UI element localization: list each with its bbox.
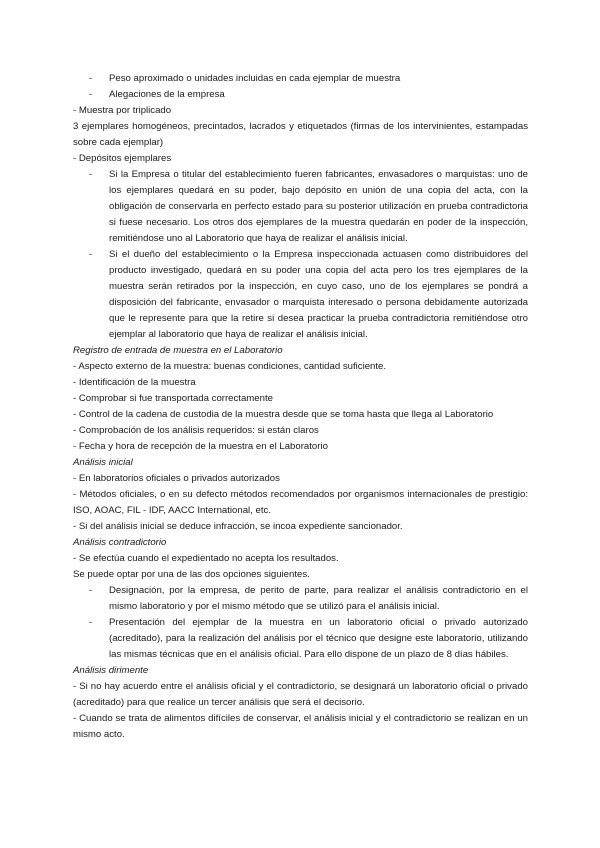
registro-item: - Comprobación de los análisis requeridos: si están claros [73, 425, 319, 436]
contradictorio-line: - Se efectúa cuando el expedientado no acepta los resultados. [73, 553, 339, 564]
list-item-text: Si la Empresa o titular del establecimiento fueren fabricantes, envasadores o marquistas: uno de los ejemplares quedará en su poder, bajo depósito en unión de una copia del acta, con la obligación de conservarla en perfecto estado para su posterior utilización en prueba contradictoria si fuese necesario. Los otros dos ejemplares de la muestra quedarán en poder de la inspección, remitiéndose uno al Laboratorio que haya de realizar el análisis inicial. [109, 169, 528, 244]
bullet-dash: - [89, 617, 93, 628]
list-item-text: Si el dueño del establecimiento o la Empresa inspeccionada actuasen como distribuidores del producto investigado, quedará en su poder una copia del acta pero los tres ejemplares de la muestra serán retirados por la inspección, en cuyo caso, uno de los ejemplares se pondrá a disposición del fabricante, envasador o marquista interesado o persona debidamente autorizada que le represente para que la retire si desea practicar la prueba contradictoria remitiéndose otro ejemplar al laboratorio que haya de realizar el análisis inicial. [109, 249, 528, 340]
depositos-heading: - Depósitos ejemplares [73, 153, 172, 164]
registro-item: - Comprobar si fue transportada correctamente [73, 393, 273, 404]
list-item-text: Peso aproximado o unidades incluidas en cada ejemplar de muestra [109, 73, 401, 84]
list-item [73, 71, 528, 87]
triplicado-text: 3 ejemplares homogéneos, precintados, lacrados y etiquetados (firmas de los intervinientes, estampadas sobre cada ejemplar) [73, 121, 528, 148]
contradictorio-heading: Análisis contradictorio [73, 537, 167, 548]
dirimente-heading: Análisis dirimente [73, 665, 149, 676]
list-item [73, 167, 528, 247]
document-page [73, 71, 528, 743]
bullet-dash: - [89, 89, 93, 100]
inicial-item: - Métodos oficiales, o en su defecto métodos recomendados por organismos internacionales de prestigio: ISO, AOAC, FIL - IDF, AACC International, etc. [73, 489, 528, 516]
registro-heading: Registro de entrada de muestra en el Laboratorio [73, 345, 283, 356]
list-item-text: Presentación del ejemplar de la muestra en un laboratorio oficial o privado autorizado (acreditado), para la realización del análisis por el técnico que designe este laboratorio, utilizando las mismas técnicas que en el análisis oficial. Para ello dispone de un plazo de 8 días hábiles. [109, 617, 528, 660]
list-item [73, 583, 528, 615]
list-item-text: Alegaciones de la empresa [109, 89, 225, 100]
registro-item: - Identificación de la muestra [73, 377, 196, 388]
registro-item: - Fecha y hora de recepción de la muestra en el Laboratorio [73, 441, 328, 452]
inicial-item: - Si del análisis inicial se deduce infracción, se incoa expediente sancionador. [73, 521, 403, 532]
registro-item: - Aspecto externo de la muestra: buenas condiciones, cantidad suficiente. [73, 361, 387, 372]
bullet-dash: - [89, 249, 93, 260]
bullet-dash: - [89, 73, 93, 84]
inicial-item: - En laboratorios oficiales o privados autorizados [73, 473, 280, 484]
list-item [73, 87, 528, 103]
bullet-dash: - [89, 585, 93, 596]
list-item-text: Designación, por la empresa, de perito de parte, para realizar el análisis contradictorio en el mismo laboratorio y por el mismo método que se utilizó para el análisis inicial. [109, 585, 528, 612]
dirimente-item: - Cuando se trata de alimentos difíciles de conservar, el análisis inicial y el contradictorio se realizan en un mismo acto. [73, 713, 528, 740]
registro-item: - Control de la cadena de custodia de la muestra desde que se toma hasta que llega al Laboratorio [73, 409, 494, 420]
triplicado-heading: - Muestra por triplicado [73, 105, 172, 116]
list-item [73, 247, 528, 343]
bullet-dash: - [89, 169, 93, 180]
list-item [73, 615, 528, 663]
inicial-heading: Análisis inicial [73, 457, 133, 468]
contradictorio-line: Se puede optar por una de las dos opciones siguientes. [73, 569, 310, 580]
dirimente-item: - Si no hay acuerdo entre el análisis oficial y el contradictorio, se designará un laboratorio oficial o privado (acreditado) para que realice un tercer análisis que será el decisorio. [73, 681, 528, 708]
